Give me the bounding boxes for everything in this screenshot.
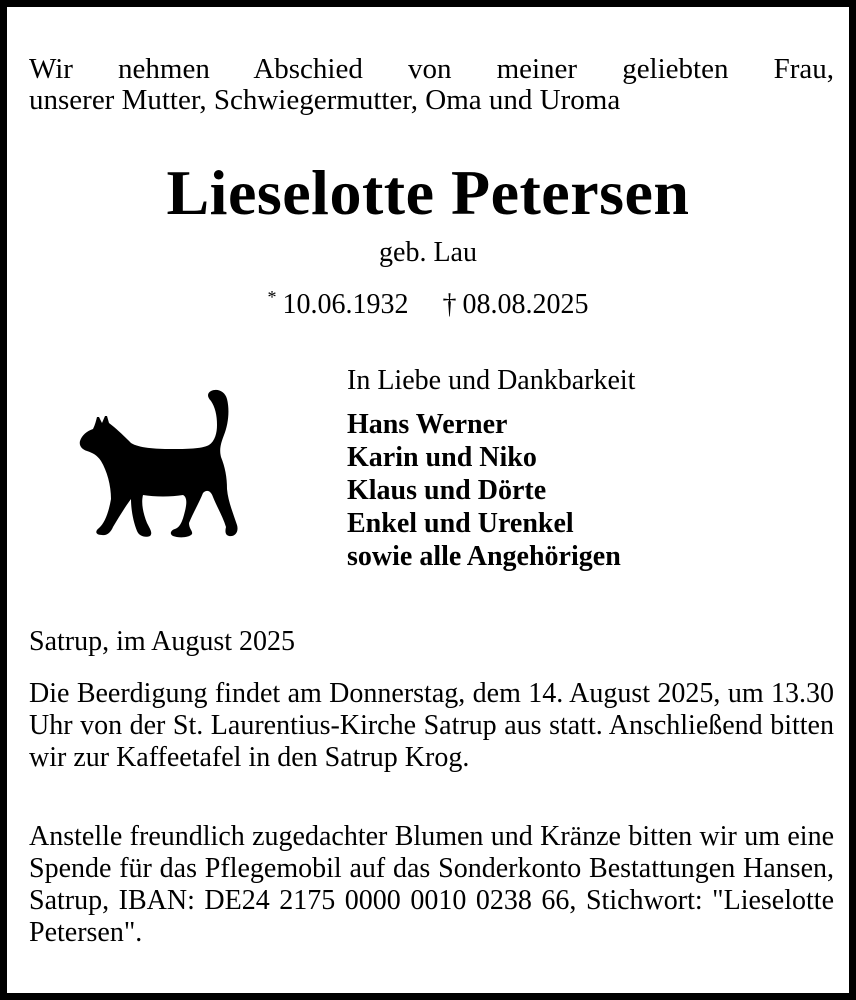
birth-date: 10.06.1932	[282, 289, 409, 320]
mourner-item: Hans Werner	[347, 409, 508, 440]
donation-request: Anstelle freundlich zugedachter Blumen und Kränze bitten wir um eine Spende für das Pflegemobil auf das Sonderkonto Bestattungen Hansen, Satrup, IBAN: DE24 2175 0000 0010 0238 66, Stichwort: "Lieselotte Petersen".	[29, 821, 834, 948]
mourner-item: sowie alle Angehörigen	[347, 541, 621, 572]
intro-text	[29, 54, 834, 116]
life-dates	[7, 281, 849, 321]
deceased-name: Lieselotte Petersen	[166, 157, 690, 228]
death-cross-icon: †	[442, 289, 457, 320]
intro-line-1: Wir nehmen Abschied von meiner geliebten Frau,	[29, 53, 834, 85]
cat-silhouette-icon	[75, 385, 245, 540]
mourner-item: Enkel und Urenkel	[347, 508, 574, 539]
place-and-date: Satrup, im August 2025	[29, 626, 296, 657]
funeral-details: Die Beerdigung findet am Donnerstag, dem 14. August 2025, um 13.30 Uhr von der St. Laurentius-Kirche Satrup aus statt. Anschließend bitten wir zur Kaffeetafel in den Satrup Krog.	[29, 678, 834, 773]
maiden-name: geb. Lau	[379, 237, 477, 268]
mourner-item: Karin und Niko	[347, 442, 537, 473]
mourner-item: Klaus und Dörte	[347, 475, 547, 506]
thanks-line: In Liebe und Dankbarkeit	[347, 365, 636, 396]
intro-line-2: unserer Mutter, Schwiegermutter, Oma und Uroma	[29, 84, 621, 116]
mourners-list	[347, 408, 621, 573]
birth-star-icon: *	[267, 287, 277, 307]
death-date: 08.08.2025	[462, 289, 589, 320]
